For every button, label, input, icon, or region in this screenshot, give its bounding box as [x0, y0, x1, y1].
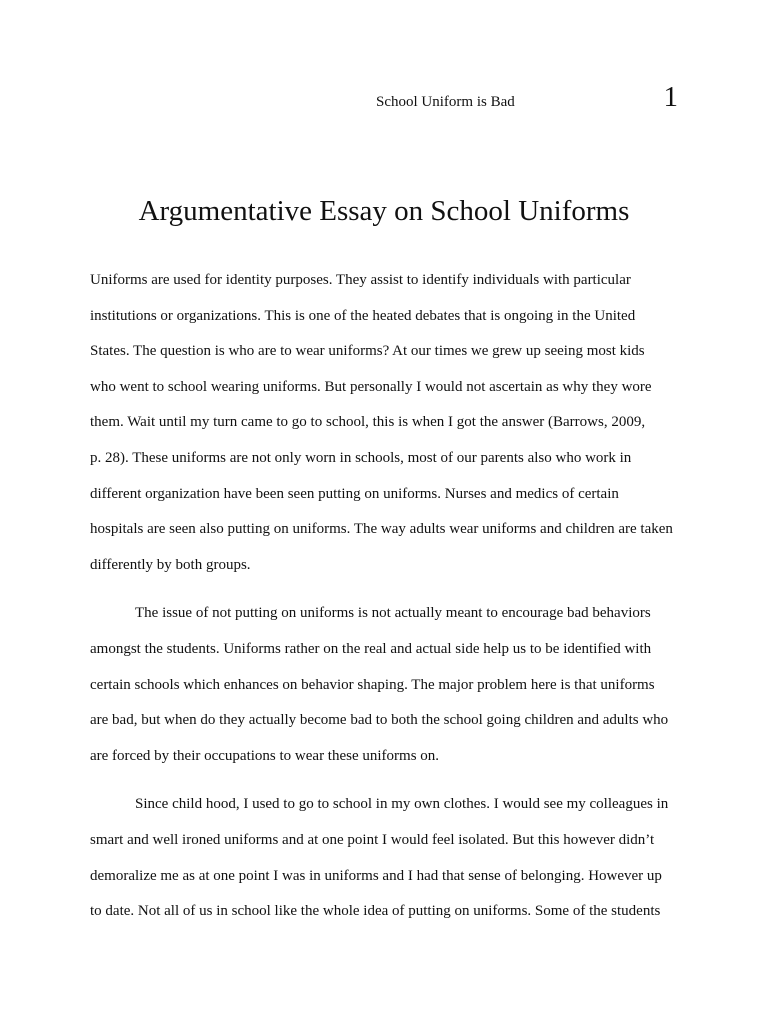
paragraph-spacer — [90, 583, 682, 596]
page-number: 1 — [663, 81, 678, 113]
text-line: hospitals are seen also putting on uniforms. The way adults wear uniforms and children are taken — [90, 521, 673, 538]
text-line: smart and well ironed uniforms and at one point I would feel isolated. But this however didn’t — [90, 831, 655, 848]
text-line: are bad, but when do they actually become bad to both the school going children and adults who — [90, 712, 669, 729]
essay-body — [90, 263, 682, 930]
text-line: are forced by their occupations to wear these uniforms on. — [90, 747, 440, 764]
essay-title: Argumentative Essay on School Uniforms — [138, 195, 630, 227]
text-line: certain schools which enhances on behavior shaping. The major problem here is that uniforms — [90, 676, 655, 693]
text-line: who went to school wearing uniforms. But personally I would not ascertain as why they wore — [90, 378, 652, 395]
text-line: to date. Not all of us in school like the whole idea of putting on uniforms. Some of the students — [90, 903, 661, 920]
paragraph-1 — [90, 263, 682, 583]
text-line: The issue of not putting on uniforms is not actually meant to encourage bad behaviors — [135, 605, 651, 622]
paragraph-2 — [90, 596, 682, 774]
text-line: p. 28). These uniforms are not only worn in schools, most of our parents also who work in — [90, 449, 632, 466]
text-line: amongst the students. Uniforms rather on the real and actual side help us to be identified with — [90, 640, 652, 657]
text-line: them. Wait until my turn came to go to school, this is when I got the answer (Barrows, 2009, — [90, 414, 646, 431]
text-line: Since child hood, I used to go to school in my own clothes. I would see my colleagues in — [135, 796, 669, 813]
paragraph-spacer — [90, 774, 682, 787]
text-line: demoralize me as at one point I was in uniforms and I had that sense of belonging. However up — [90, 867, 662, 884]
text-line: Uniforms are used for identity purposes. They assist to identify individuals with particular — [90, 272, 631, 288]
text-line: different organization have been seen putting on uniforms. Nurses and medics of certain — [90, 485, 619, 502]
text-line: differently by both groups. — [90, 556, 251, 573]
paragraph-3 — [90, 787, 682, 929]
running-head: School Uniform is Bad — [376, 94, 515, 110]
text-line: States. The question is who are to wear uniforms? At our times we grew up seeing most kids — [90, 343, 645, 360]
text-line: institutions or organizations. This is one of the heated debates that is ongoing in the United — [90, 307, 636, 324]
